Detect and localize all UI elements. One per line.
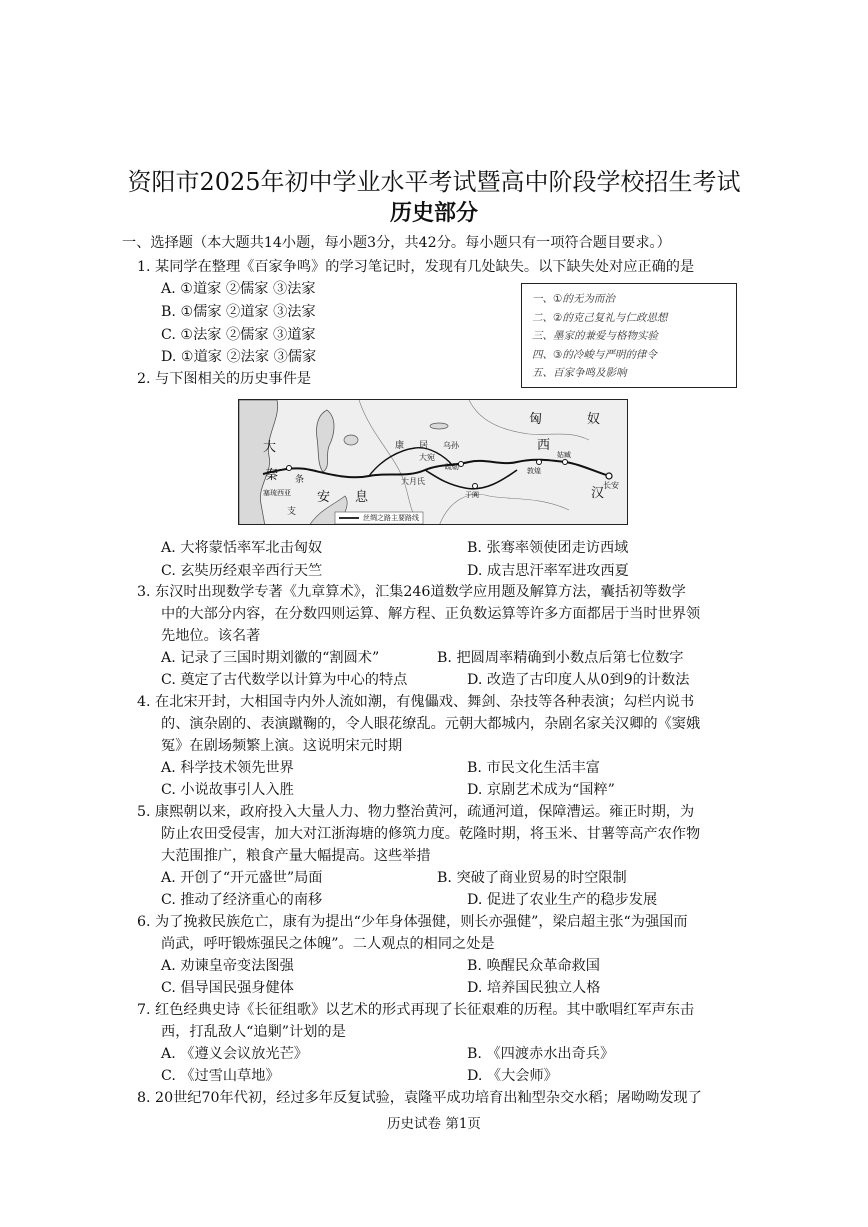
q2-option-a: A. 大将蒙恬率军北击匈奴 — [161, 540, 323, 556]
q6-option-b: B. 唤醒民众革命救国 — [467, 958, 600, 974]
note-line: 一、①的无为而治 — [532, 293, 615, 305]
q4-option-a: A. 科学技术领先世界 — [161, 760, 294, 776]
question-3-stem-2: 中的大部分内容，在分数四则运算、解方程、正负数运算等许多方面都居于当时世界领 — [161, 606, 701, 622]
exam-subtitle: 历史部分 — [389, 201, 478, 226]
question-6-stem-1: 6. 为了挽救民族危亡，康有为提出“少年身体强健，则长亦强健”，梁启超主张“为强国而 — [137, 914, 688, 930]
map-label-dunhuang: 敦煌 — [527, 467, 541, 475]
q5-option-c: C. 推动了经济重心的南移 — [161, 892, 323, 908]
map-label-tiao: 条 — [295, 475, 305, 485]
question-4-stem-2: 的、演杂剧的、表演蹴鞠的，令人眼花缭乱。元朝大都城内，杂剧名家关汉卿的《窦娥 — [161, 716, 701, 732]
map-label-xiongnu-b: 奴 — [587, 412, 601, 427]
question-8-stem: 8. 20世纪70年代初，经过多年反复试验，袁隆平成功培育出籼型杂交水稻；屠呦呦发现了 — [137, 1090, 702, 1106]
note-line: 二、②的克己复礼与仁政思想 — [532, 311, 668, 324]
map-label-guzang: 姑臧 — [557, 451, 571, 459]
q6-option-a: A. 劝谏皇帝变法图强 — [161, 958, 294, 974]
q3-option-c: C. 奠定了古代数学以计算为中心的特点 — [161, 672, 408, 688]
question-3-stem-3: 先地位。该名著 — [161, 628, 261, 644]
note-line: 四、③的冷峻与严明的律令 — [532, 348, 657, 361]
map-label-han: 汉 — [591, 486, 605, 501]
map-label-xiongnu-a: 匈 — [529, 412, 543, 427]
question-1-stem: 1. 某同学在整理《百家争鸣》的学习笔记时，发现有几处缺失。以下缺失处对应正确的是 — [137, 259, 695, 275]
question-5-stem-2: 防止农田受侵害，加大对江浙海塘的修筑力度。乾隆时期，将玉米、甘薯等高产农作物 — [161, 826, 701, 842]
map-label-da: 大 — [263, 440, 277, 455]
q3-option-b: B. 把圆周率精确到小数点后第七位数字 — [437, 650, 684, 666]
q3-option-a: A. 记录了三国时期刘徽的“割圆术” — [161, 650, 380, 666]
map-label-qin: 秦 — [265, 468, 279, 483]
q1-option-c: C. ①法家 ②儒家 ③道家 — [161, 327, 316, 343]
notes-box — [521, 283, 737, 388]
q6-option-d: D. 培养国民独立人格 — [467, 980, 601, 996]
q5-option-d: D. 促进了农业生产的稳步发展 — [467, 892, 658, 908]
q2-option-c: C. 玄奘历经艰辛西行天竺 — [161, 563, 323, 579]
map-label-seleucia: 塞琉西亚 — [263, 489, 291, 497]
page-footer: 历史试卷 第1页 — [387, 1116, 481, 1132]
q1-option-a: A. ①道家 ②儒家 ③法家 — [161, 281, 316, 297]
q7-option-c: C. 《过雪山草地》 — [161, 1068, 280, 1084]
q1-option-b: B. ①儒家 ②道家 ③法家 — [161, 304, 316, 320]
q2-option-b: B. 张骞率领使团走访西域 — [467, 540, 629, 556]
map-label-xi: 西 — [537, 438, 551, 453]
map-label-yuezhi: 大月氏 — [401, 477, 425, 486]
exam-title: 资阳市2025年初中学业水平考试暨高中阶段学校招生考试 — [127, 168, 741, 196]
question-5-stem-1: 5. 康熙朝以来，政府投入大量人力、物力整治黄河，疏通河道，保障漕运。雍正时期，为 — [137, 804, 695, 820]
q4-option-c: C. 小说故事引人入胜 — [161, 782, 294, 798]
map-label-dawan: 大宛 — [419, 453, 435, 462]
question-6-stem-2: 尚武，呼吁锻炼强民之体魄”。二人观点的相同之处是 — [161, 936, 495, 952]
map-label-changan: 长安 — [603, 481, 619, 490]
question-7-stem-2: 西，打乱敌人“追剿”计划的是 — [161, 1024, 346, 1040]
map-label-ju: 居 — [419, 441, 429, 451]
map-label-yutian: 于阗 — [465, 491, 479, 499]
question-4-stem-3: 冤》在剧场频繁上演。这说明宋元时期 — [161, 738, 403, 754]
map-label-an: 安 — [317, 490, 331, 505]
q2-option-d: D. 成吉思汗率军进攻西夏 — [467, 563, 629, 579]
q7-option-b: B. 《四渡赤水出奇兵》 — [467, 1046, 615, 1062]
map-label-zhi: 支 — [287, 507, 297, 517]
question-3-stem-1: 3. 东汉时出现数学专著《九章算术》，汇集246道数学应用题及解算方法，囊括初等数学 — [137, 584, 686, 600]
q4-option-d: D. 京剧艺术成为“国粹” — [467, 782, 615, 798]
question-4-stem-1: 4. 在北宋开封，大相国寺内外人流如潮，有傀儡戏、舞剑、杂技等各种表演；勾栏内说书 — [137, 694, 695, 710]
q5-option-b: B. 突破了商业贸易的时空限制 — [437, 870, 627, 886]
q1-option-d: D. ①道家 ②法家 ③儒家 — [161, 349, 317, 365]
map-legend-label: 丝绸之路主要路线 — [363, 514, 419, 522]
q3-option-d: D. 改造了古印度人从0到9的计数法 — [467, 672, 690, 688]
silk-road-map — [238, 399, 628, 525]
map-label-wusun: 乌孙 — [443, 441, 459, 450]
question-5-stem-3: 大范围推广，粮食产量大幅提高。这些举措 — [161, 848, 431, 864]
note-line: 五、百家争鸣及影响 — [532, 367, 627, 379]
map-label-kang: 康 — [395, 441, 405, 451]
q7-option-a: A. 《遵义会议放光芒》 — [161, 1046, 308, 1062]
q5-option-a: A. 开创了“开元盛世”局面 — [161, 870, 323, 886]
question-2-stem: 2. 与下图相关的历史事件是 — [137, 371, 312, 387]
question-7-stem-1: 7. 红色经典史诗《长征组歌》以艺术的形式再现了长征艰难的历程。其中歌唱红军声东击 — [137, 1002, 695, 1018]
section-heading: 一、选择题（本大题共14小题，每小题3分，共42分。每小题只有一项符合题目要求。） — [122, 235, 671, 251]
q7-option-d: D. 《大会师》 — [467, 1068, 558, 1084]
note-line: 三、墨家的兼爱与格物实验 — [532, 330, 658, 342]
map-label-shule: 疏勒 — [445, 463, 459, 471]
q6-option-c: C. 倡导国民强身健体 — [161, 980, 294, 996]
q4-option-b: B. 市民文化生活丰富 — [467, 760, 600, 776]
map-label-xi2: 息 — [355, 490, 369, 505]
